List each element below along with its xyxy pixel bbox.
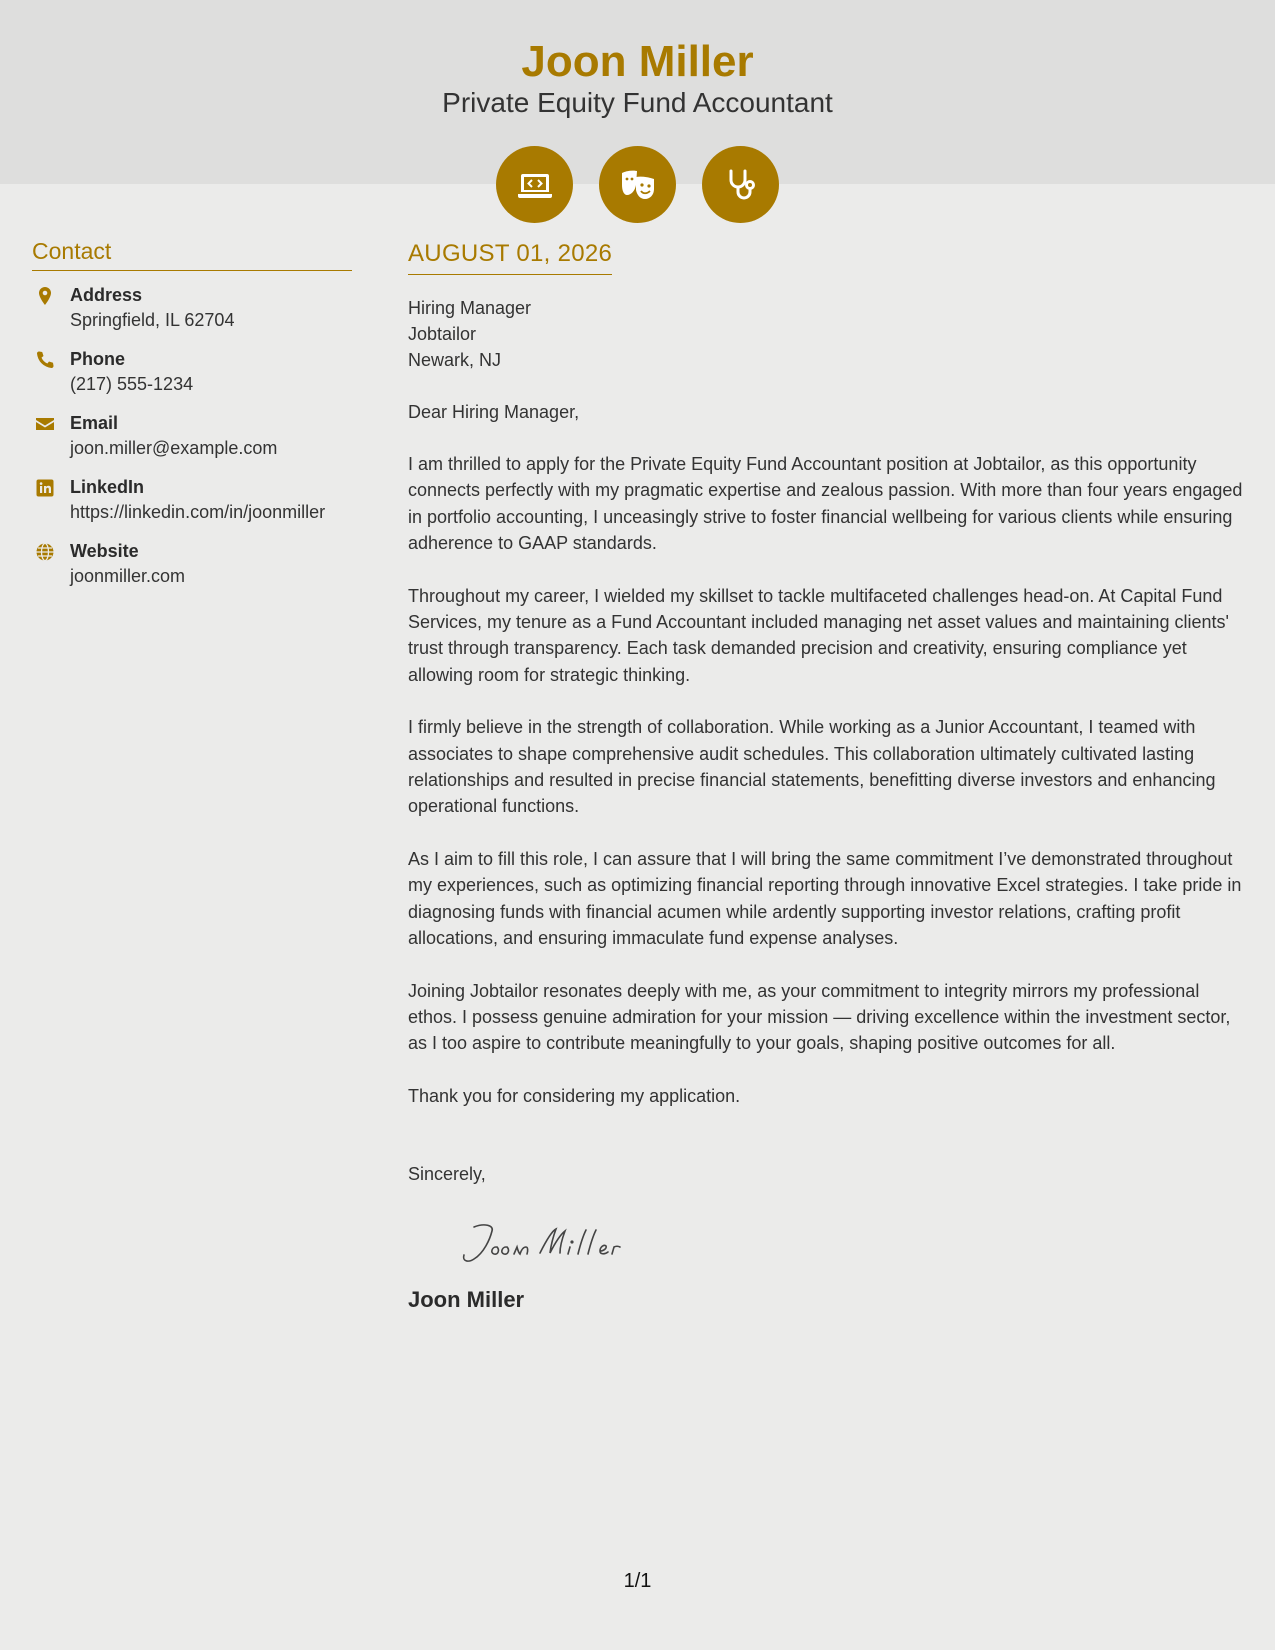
- phone-value: (217) 555-1234: [70, 374, 194, 394]
- contact-item-website: [32, 539, 352, 589]
- recipient-line: Jobtailor: [408, 324, 477, 344]
- map-marker-icon: [32, 283, 70, 333]
- closing: Sincerely,: [408, 1164, 486, 1185]
- salutation: Dear Hiring Manager,: [408, 402, 580, 422]
- contact-list: [32, 283, 352, 589]
- phone-icon: [32, 347, 70, 397]
- letter-date: AUGUST 01, 2026: [408, 238, 612, 275]
- contact-heading: Contact: [32, 236, 352, 271]
- email-link[interactable]: joon.miller@example.com: [70, 438, 278, 458]
- theater-masks-icon: [599, 146, 676, 223]
- globe-icon: [32, 539, 70, 589]
- linkedin-link[interactable]: https://linkedin.com/in/joonmiller: [70, 502, 326, 522]
- recipient-line: Hiring Manager: [408, 298, 532, 318]
- job-title: Private Equity Fund Accountant: [442, 87, 833, 118]
- paragraph: I firmly believe in the strength of collaboration. While working as a Junior Accountant, I teamed with associates to shape comprehensive audit schedules. This collaboration ultimately cultivated lasting relationships and resulted in precise financial statements, benefitting diverse investors and enhancing operational functions.: [408, 717, 1216, 817]
- address-value: Springfield, IL 62704: [70, 310, 235, 330]
- interest-icons: [0, 146, 1275, 224]
- recipient-line: Newark, NJ: [408, 350, 502, 370]
- paragraph: Thank you for considering my application.: [408, 1085, 741, 1106]
- contact-label: Phone: [70, 349, 126, 369]
- laptop-code-icon: [496, 146, 573, 223]
- recipient-block: [408, 295, 1250, 373]
- contact-item-address: [32, 283, 352, 333]
- paragraph: I am thrilled to apply for the Private Equity Fund Accountant position at Jobtailor, as this opportunity connects perfectly with my pragmatic expertise and zealous passion. With more than four years engaged in portfolio accounting, I unceasingly strive to foster financial wellbeing for various clients while ensuring adherence to GAAP standards.: [408, 454, 1243, 554]
- contact-label: Email: [70, 413, 119, 433]
- candidate-name: Joon Miller: [521, 37, 754, 86]
- paragraph: Joining Jobtailor resonates deeply with me, as your commitment to integrity mirrors my professional ethos. I possess genuine admiration for your mission — driving excellence within the investment sector, as I too aspire to contribute meaningfully to your goals, shaping positive outcomes for all.: [408, 980, 1231, 1054]
- paragraph: Throughout my career, I wielded my skillset to tackle multifaceted challenges head-on. At Capital Fund Services, my tenure as a Fund Accountant included managing net asset values and maintaining clients' trust through transparency. Each task demanded precision and creativity, ensuring compliance yet allowing room for strategic thinking.: [408, 585, 1229, 685]
- linkedin-icon: [32, 475, 70, 525]
- signature-image: [444, 1217, 1250, 1267]
- contact-item-linkedin: [32, 475, 352, 525]
- contact-label: Website: [70, 541, 139, 561]
- contact-label: LinkedIn: [70, 477, 145, 497]
- contact-label: Address: [70, 285, 143, 305]
- paragraph: As I aim to fill this role, I can assure that I will bring the same commitment I’ve demonstrated throughout my experiences, such as optimizing financial reporting through innovative Excel strategies. I take pride in diagnosing funds with financial acumen while ardently supporting investor relations, crafting profit allocations, and ensuring immaculate fund expense analyses.: [408, 848, 1242, 949]
- envelope-icon: [32, 411, 70, 461]
- signer-name: Joon Miller: [408, 1287, 525, 1313]
- letter-body: [408, 238, 1250, 1315]
- contact-sidebar: [32, 236, 352, 603]
- website-link[interactable]: joonmiller.com: [70, 566, 186, 586]
- contact-item-email: [32, 411, 352, 461]
- contact-item-phone: [32, 347, 352, 397]
- page-number: 1/1: [623, 1570, 652, 1592]
- stethoscope-icon: [702, 146, 779, 223]
